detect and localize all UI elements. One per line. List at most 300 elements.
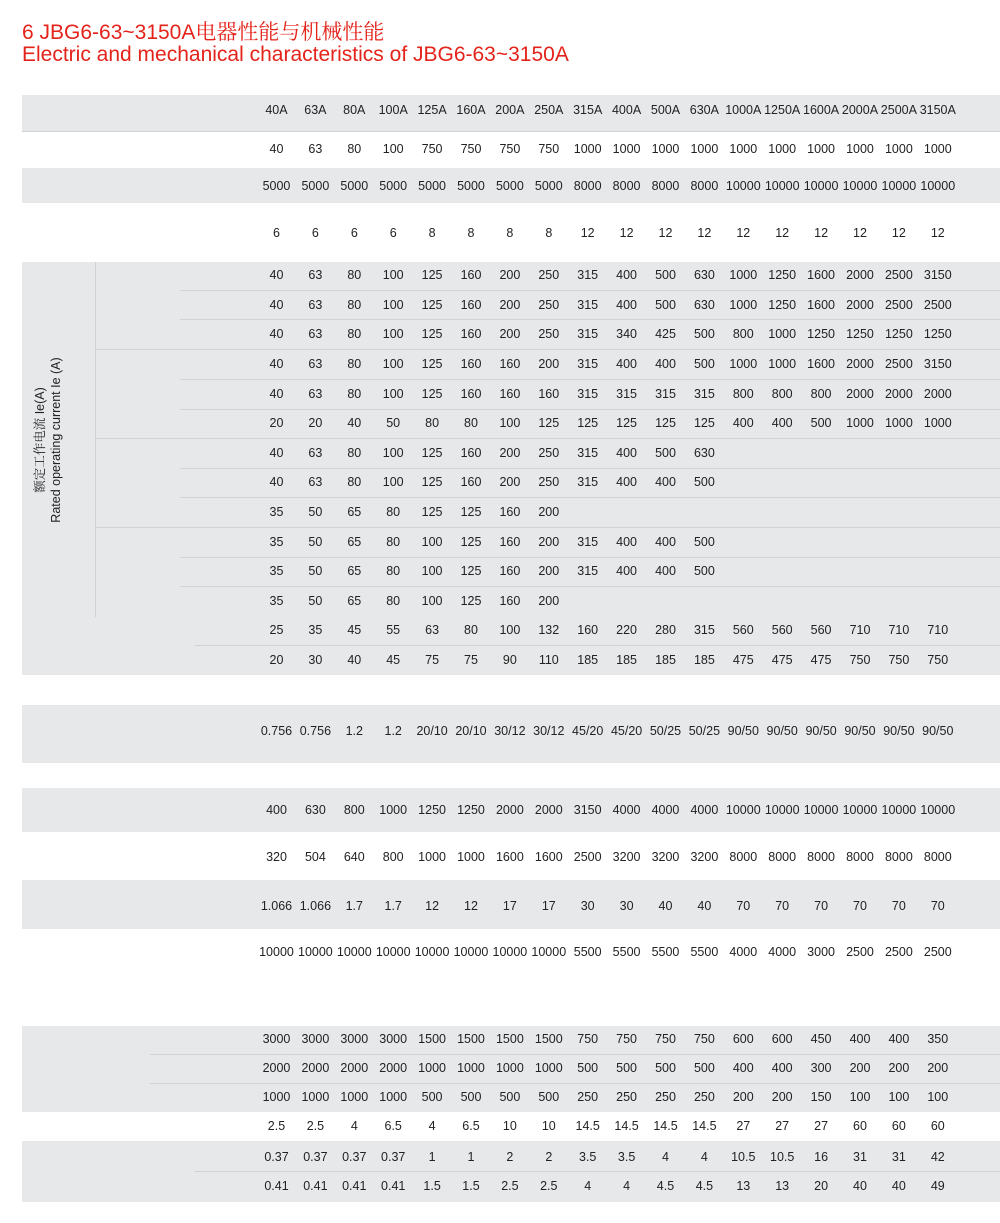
table-cell: 630: [693, 298, 715, 312]
table-cell: 630A: [689, 103, 719, 117]
table-cell: 125: [616, 416, 638, 430]
table-cell: 3000: [807, 945, 835, 959]
table-cell: 5500: [573, 945, 602, 959]
table-cell: 1500: [418, 1032, 446, 1046]
table-cell: 45/20: [572, 724, 604, 738]
table-cell: 200: [499, 475, 521, 489]
table-cell: 640: [343, 850, 365, 864]
table-cell: 40: [269, 268, 284, 282]
table-cell: 125: [421, 268, 443, 282]
table-cell: 200: [499, 298, 521, 312]
table-cell: 1000: [418, 1061, 446, 1075]
table-cell: 30/12: [494, 724, 526, 738]
table-cell: 1250: [923, 327, 952, 341]
table-cell: 10000: [298, 945, 333, 959]
table-cell: 315: [655, 387, 676, 401]
table-cell: 750: [499, 142, 521, 156]
table-cell: 49: [930, 1179, 945, 1193]
table-cell: 100: [421, 594, 443, 608]
table-cell: 200: [538, 535, 560, 549]
table-cell: 35: [269, 594, 284, 608]
table-cell: 250: [538, 446, 560, 460]
table-cell: 200: [538, 505, 560, 519]
table-cell: 315: [693, 623, 715, 637]
table-cell: 150: [810, 1090, 832, 1104]
table-cell: 2500: [884, 945, 913, 959]
table-cell: 20: [308, 416, 323, 430]
table-cell: 100: [382, 357, 404, 371]
table-cell: 90/50: [805, 724, 837, 738]
table-cell: 8: [506, 226, 514, 240]
table-cell: 200: [538, 594, 560, 608]
table-cell: 1250: [457, 803, 485, 817]
table-cell: 1250: [884, 327, 913, 341]
table-cell: 1000: [729, 268, 758, 282]
table-cell: 63: [308, 357, 323, 371]
table-cell: 160: [460, 446, 482, 460]
table-cell: 1000: [651, 142, 680, 156]
table-cell: 350: [927, 1032, 949, 1046]
table-cell: 40: [697, 899, 712, 913]
table-cell: 400: [849, 1032, 871, 1046]
table-cell: 2500: [884, 298, 913, 312]
table-cell: 315: [577, 268, 599, 282]
table-cell: 40: [347, 653, 362, 667]
table-cell: 17: [541, 899, 556, 913]
table-cell: 1000: [846, 142, 874, 156]
table-cell: 30: [619, 899, 634, 913]
table-cell: 5000: [301, 179, 330, 193]
table-cell: 200: [771, 1090, 793, 1104]
table-cell: 4: [584, 1179, 592, 1193]
table-cell: 5000: [262, 179, 291, 193]
table-cell: 2000: [846, 357, 874, 371]
title-chinese: 6 JBG6-63~3150A电器性能与机械性能: [22, 21, 385, 44]
table-cell: 200: [538, 357, 560, 371]
table-cell: 2000: [923, 387, 952, 401]
table-cell: 40: [269, 446, 284, 460]
table-cell: 10000: [803, 803, 839, 817]
table-cell: 90/50: [883, 724, 915, 738]
table-cell: 100: [382, 142, 404, 156]
table-cell: 160: [499, 505, 521, 519]
table-cell: 0.41: [303, 1179, 328, 1193]
table-cell: 65: [347, 594, 362, 608]
table-cell: 3000: [379, 1032, 408, 1046]
table-cell: 3200: [690, 850, 719, 864]
table-cell: 200: [888, 1061, 910, 1075]
table-cell: 60: [853, 1119, 867, 1133]
table-cell: 400: [655, 564, 676, 578]
table-cell: 2000: [340, 1061, 369, 1075]
table-cell: 40: [269, 298, 284, 312]
table-cell: 20: [269, 416, 284, 430]
table-cell: 6.5: [462, 1119, 480, 1133]
table-cell: 63: [308, 327, 323, 341]
table-cell: 90/50: [766, 724, 798, 738]
table-cell: 4.5: [695, 1179, 714, 1193]
table-cell: 14.5: [653, 1119, 678, 1133]
table-cell: 63: [308, 298, 323, 312]
table-cell: 560: [732, 623, 754, 637]
table-cell: 20/10: [416, 724, 448, 738]
table-cell: 0.41: [381, 1179, 406, 1193]
table-cell: 50: [386, 416, 401, 430]
table-cell: 750: [888, 653, 910, 667]
section-line: [22, 131, 1000, 132]
table-cell: 500: [538, 1090, 560, 1104]
table-cell: 70: [891, 899, 906, 913]
table-cell: 2000: [884, 387, 913, 401]
table-cell: 10000: [336, 945, 372, 959]
table-cell: 8000: [846, 850, 874, 864]
table-cell: 63: [308, 268, 323, 282]
grid-line: [180, 319, 1000, 320]
table-cell: 10000: [920, 803, 956, 817]
table-cell: 100: [421, 564, 443, 578]
table-cell: 70: [930, 899, 945, 913]
table-cell: 125: [693, 416, 715, 430]
grid-line: [180, 409, 1000, 410]
table-cell: 8: [467, 226, 475, 240]
table-cell: 0.37: [381, 1150, 406, 1164]
table-cell: 4.5: [656, 1179, 675, 1193]
table-cell: 0.37: [303, 1150, 328, 1164]
grid-line: [180, 379, 1000, 380]
table-cell: 0.41: [264, 1179, 289, 1193]
table-cell: 400: [888, 1032, 910, 1046]
table-cell: 80: [347, 446, 362, 460]
table-cell: 80: [347, 387, 362, 401]
table-cell: 1500: [457, 1032, 485, 1046]
table-cell: 5000: [418, 179, 446, 193]
table-cell: 300: [810, 1061, 832, 1075]
table-cell: 340: [616, 327, 638, 341]
table-cell: 31: [891, 1150, 906, 1164]
table-cell: 1000: [729, 357, 758, 371]
table-cell: 10000: [453, 945, 489, 959]
table-cell: 2.5: [267, 1119, 286, 1133]
table-cell: 400: [616, 357, 638, 371]
grid-line: [180, 438, 1000, 439]
table-cell: 27: [814, 1119, 829, 1133]
table-cell: 10000: [764, 803, 800, 817]
grid-line: [180, 586, 1000, 587]
table-cell: 1.7: [345, 899, 363, 913]
axis-cn: 额定工作电流 Ie(A): [33, 387, 47, 493]
table-cell: 12: [814, 226, 829, 240]
table-cell: 8000: [690, 179, 719, 193]
table-cell: 100: [888, 1090, 910, 1104]
table-cell: 600: [732, 1032, 754, 1046]
table-cell: 80: [464, 623, 478, 637]
table-cell: 400: [771, 416, 793, 430]
table-cell: 75: [425, 653, 440, 667]
table-cell: 710: [849, 623, 871, 637]
table-cell: 100: [382, 327, 404, 341]
table-cell: 1500: [495, 1032, 524, 1046]
table-cell: 1600A: [803, 103, 840, 117]
table-cell: 160: [499, 535, 521, 549]
grid-line: [180, 557, 1000, 558]
table-cell: 1000: [923, 142, 952, 156]
table-cell: 4000: [768, 945, 797, 959]
table-cell: 1600: [807, 298, 835, 312]
table-cell: 14.5: [575, 1119, 600, 1133]
table-cell: 10000: [842, 179, 878, 193]
table-cell: 280: [655, 623, 676, 637]
table-cell: 475: [771, 653, 793, 667]
table-cell: 10000: [764, 179, 800, 193]
table-cell: 12: [658, 226, 673, 240]
table-cell: 40A: [265, 103, 288, 117]
table-cell: 160: [499, 594, 521, 608]
table-cell: 400: [616, 268, 638, 282]
table-cell: 1250: [768, 298, 797, 312]
table-cell: 1000: [573, 142, 602, 156]
table-cell: 80: [347, 327, 362, 341]
table-cell: 0.37: [264, 1150, 289, 1164]
table-cell: 25: [269, 623, 284, 637]
table-cell: 45: [347, 623, 362, 637]
table-cell: 315A: [573, 103, 603, 117]
table-cell: 400: [655, 535, 676, 549]
table-cell: 750: [460, 142, 482, 156]
table-cell: 2000: [262, 1061, 291, 1075]
table-cell: 250: [577, 1090, 599, 1104]
table-cell: 1000: [379, 803, 408, 817]
table-cell: 3200: [651, 850, 680, 864]
table-cell: 1000: [884, 416, 913, 430]
table-cell: 5000: [340, 179, 369, 193]
table-cell: 8000: [923, 850, 952, 864]
table-cell: 90/50: [844, 724, 876, 738]
table-cell: 500: [693, 535, 715, 549]
table-cell: 2000: [846, 387, 874, 401]
table-cell: 80: [347, 357, 362, 371]
table-cell: 4000: [729, 945, 758, 959]
table-cell: 1250: [768, 268, 797, 282]
table-cell: 10000: [725, 803, 761, 817]
table-cell: 400: [266, 803, 287, 817]
table-cell: 1000: [729, 142, 758, 156]
table-cell: 315: [693, 387, 715, 401]
table-cell: 185: [577, 653, 599, 667]
table-cell: 12: [891, 226, 906, 240]
table-cell: 125: [421, 475, 443, 489]
table-cell: 2000: [534, 803, 563, 817]
table-cell: 1.2: [345, 724, 363, 738]
table-cell: 100: [382, 446, 404, 460]
table-cell: 8000: [612, 179, 641, 193]
table-cell: 12: [853, 226, 867, 240]
table-cell: 500: [499, 1090, 521, 1104]
table-cell: 100A: [378, 103, 408, 117]
title-english: Electric and mechanical characteristics of JBG6-63~3150A: [22, 43, 569, 66]
table-cell: 50: [308, 594, 323, 608]
cos-line: [150, 1054, 1000, 1055]
table-cell: 12: [736, 226, 751, 240]
table-cell: 6.5: [384, 1119, 402, 1133]
table-cell: 500: [693, 357, 715, 371]
table-cell: 1000: [690, 142, 719, 156]
table-cell: 450: [810, 1032, 832, 1046]
table-cell: 3150: [923, 268, 952, 282]
table-cell: 400: [616, 535, 638, 549]
table-cell: 12: [619, 226, 634, 240]
table-cell: 10000: [375, 945, 411, 959]
table-cell: 90/50: [922, 724, 954, 738]
table-cell: 12: [775, 226, 790, 240]
table-cell: 125A: [417, 103, 447, 117]
table-cell: 27: [736, 1119, 751, 1133]
table-cell: 800: [810, 387, 832, 401]
table-cell: 10000: [414, 945, 450, 959]
table-cell: 100: [927, 1090, 949, 1104]
table-cell: 125: [460, 594, 482, 608]
table-cell: 6: [350, 226, 358, 240]
table-cell: 250: [538, 475, 560, 489]
table-cell: 500: [655, 268, 676, 282]
table-cell: 4000: [690, 803, 719, 817]
table-cell: 16: [814, 1150, 829, 1164]
table-cell: 1000: [301, 1090, 330, 1104]
table-cell: 1600: [534, 850, 563, 864]
table-cell: 80: [347, 475, 362, 489]
table-cell: 10000: [725, 179, 761, 193]
table-cell: 800: [382, 850, 404, 864]
table-cell: 90/50: [727, 724, 759, 738]
table-cell: 50/25: [688, 724, 721, 738]
table-cell: 1000: [884, 142, 913, 156]
table-cell: 750: [538, 142, 560, 156]
table-cell: 320: [266, 850, 287, 864]
table-cell: 1600: [807, 268, 835, 282]
table-cell: 10000: [492, 945, 528, 959]
table-cell: 4: [623, 1179, 631, 1193]
table-cell: 80: [347, 142, 362, 156]
table-cell: 40: [658, 899, 673, 913]
table-cell: 185: [616, 653, 638, 667]
table-cell: 500: [421, 1090, 443, 1104]
table-cell: 1000: [923, 416, 952, 430]
table-cell: 630: [693, 268, 715, 282]
table-cell: 475: [732, 653, 754, 667]
table-cell: 500: [460, 1090, 482, 1104]
grid-line: [180, 497, 1000, 498]
table-cell: 315: [577, 535, 599, 549]
table-cell: 2000: [379, 1061, 408, 1075]
table-cell: 200: [499, 268, 521, 282]
table-cell: 200: [538, 564, 560, 578]
table-cell: 12: [425, 899, 440, 913]
table-cell: 80A: [343, 103, 366, 117]
table-cell: 125: [460, 505, 482, 519]
motor-line: [195, 645, 1000, 646]
table-cell: 250: [538, 268, 560, 282]
table-cell: 63: [308, 446, 323, 460]
table-cell: 500: [655, 298, 676, 312]
table-cell: 125: [421, 446, 443, 460]
table-cell: 10000: [803, 179, 839, 193]
table-cell: 160: [499, 564, 521, 578]
table-cell: 63: [308, 142, 323, 156]
table-cell: 2000A: [841, 103, 879, 117]
table-cell: 2500: [884, 357, 913, 371]
table-cell: 500: [693, 564, 715, 578]
table-cell: 2.5: [306, 1119, 325, 1133]
table-cell: 31: [853, 1150, 867, 1164]
table-cell: 0.41: [342, 1179, 367, 1193]
table-cell: 40: [853, 1179, 867, 1193]
table-cell: 0.37: [342, 1150, 367, 1164]
table-cell: 40: [347, 416, 362, 430]
table-cell: 10: [541, 1119, 556, 1133]
table-cell: 1000: [729, 298, 758, 312]
axis-line: [95, 262, 96, 617]
table-cell: 250: [655, 1090, 676, 1104]
table-cell: 12: [697, 226, 712, 240]
rated-current-axis-label: [32, 357, 64, 522]
table-cell: 1000: [379, 1090, 408, 1104]
table-cell: 500: [693, 475, 715, 489]
table-cell: 30/12: [533, 724, 565, 738]
table-cell: 2500: [923, 298, 952, 312]
table-cell: 80: [464, 416, 478, 430]
table-cell: 100: [499, 416, 521, 430]
table-cell: 125: [655, 416, 676, 430]
table-cell: 6: [311, 226, 319, 240]
table-cell: 800: [732, 387, 754, 401]
table-cell: 10000: [259, 945, 294, 959]
table-cell: 75: [464, 653, 478, 667]
table-cell: 400: [771, 1061, 793, 1075]
table-cell: 80: [386, 594, 401, 608]
table-cell: 110: [538, 653, 559, 667]
table-cell: 35: [269, 535, 284, 549]
table-cell: 70: [736, 899, 751, 913]
table-cell: 100: [849, 1090, 871, 1104]
table-cell: 1600: [495, 850, 524, 864]
table-cell: 750: [421, 142, 443, 156]
table-cell: 5500: [612, 945, 641, 959]
table-cell: 2500: [923, 945, 952, 959]
table-cell: 160: [577, 623, 599, 637]
table-cell: 5500: [690, 945, 719, 959]
table-cell: 5000: [379, 179, 408, 193]
table-cell: 200: [499, 446, 521, 460]
table-cell: 70: [853, 899, 867, 913]
table-cell: 90: [502, 653, 517, 667]
table-cell: 400: [616, 564, 638, 578]
table-cell: 800: [343, 803, 365, 817]
table-cell: 800: [771, 387, 793, 401]
table-cell: 4: [662, 1150, 669, 1164]
table-cell: 315: [577, 475, 599, 489]
table-cell: 500: [693, 327, 715, 341]
table-cell: 200: [732, 1090, 754, 1104]
table-cell: 27: [775, 1119, 790, 1133]
table-cell: 2: [545, 1150, 553, 1164]
table-cell: 10.5: [731, 1150, 756, 1164]
table-cell: 100: [382, 268, 404, 282]
table-cell: 80: [386, 535, 401, 549]
cos-line: [150, 1083, 1000, 1084]
weight-line: [195, 1171, 1000, 1172]
table-cell: 35: [269, 505, 284, 519]
group-line: [95, 438, 180, 439]
table-cell: 630: [304, 803, 326, 817]
